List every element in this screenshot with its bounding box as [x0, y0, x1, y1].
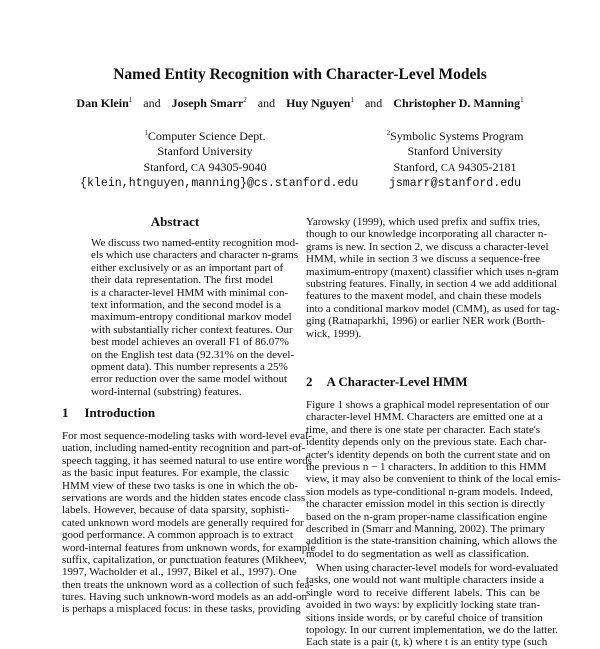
text-line: servations are words and the hidden states encode class [62, 491, 306, 504]
text-line: Figure 1 shows a graphical model representation of our [306, 399, 550, 411]
text-line: Yarowsky (1999), which used prefix and suffix tries, [306, 216, 540, 228]
text-line: addition is the state-transition chaining, which allows the [306, 535, 558, 548]
text-line: word-internal (substring) features. [91, 385, 242, 398]
text-line: tasks, one would not want multiple characters inside a [306, 574, 544, 587]
affiliation-mark: 1 [144, 129, 148, 137]
author-list [0, 96, 600, 111]
text-line: substring features. Finally, in section 4 we add additional [306, 277, 558, 290]
text-line: sitions inside words, or by careful choice of transition [306, 611, 543, 624]
author-name: Dan Klein [76, 96, 129, 110]
email: jsmarr@stanford.edu [388, 176, 522, 190]
and-word: and [257, 96, 276, 110]
text-line: then treats the unknown word as a collection of such fea- [62, 578, 314, 591]
abstract-heading: Abstract [150, 214, 200, 229]
text-line: maximum-entropy conditional markov model [91, 311, 292, 324]
text-line: into a conditional markov model (CMM), as used for tag- [306, 302, 560, 315]
text-line: sion models as type-conditional n-gram models. Indeed, [306, 485, 553, 498]
city: Stanford, [143, 159, 188, 174]
text-line: character-level HMM. Characters are emitted one at a [306, 411, 543, 424]
state: CA [440, 162, 456, 174]
affiliation-1 [80, 126, 359, 191]
text-line: word-internal features from unknown words, for example [62, 541, 316, 554]
text-line: the previous n − 1 characters. In addition to this HMM [306, 460, 547, 473]
affiliation-mark: 1 [350, 96, 354, 104]
text-line: Each state is a pair (t, k) where t is an entity type (such [306, 636, 548, 649]
text-line: is perhaps a misplaced focus: in these tasks, providing [62, 603, 301, 616]
section-title: Introduction [84, 405, 156, 420]
affiliation-mark: 1 [128, 96, 133, 104]
text-line: uation, including named-entity recognition and part-of- [62, 442, 306, 455]
text-line: ging (Ratnaparkhi, 1996) or earlier NER work (Borth- [306, 315, 545, 328]
introduction-continued [306, 216, 560, 340]
text-line: suffix, capitalization, or punctuation features (Mikheev, [62, 553, 307, 566]
text-line: their data representation. The first model [91, 274, 273, 287]
text-line: labels. However, because of data sparsity, sophisti- [62, 504, 289, 517]
and-word: and [364, 96, 383, 110]
text-line: cated unknown word models are generally required for [62, 516, 304, 529]
text-line: view, it may also be convenient to think of the local emis- [306, 473, 561, 486]
section-2-heading [306, 374, 468, 390]
text-line: features to the maxent model, and chain these models [306, 290, 542, 303]
text-line: the character emission model in this section is directly [306, 498, 545, 511]
section-2-body [306, 399, 561, 649]
dept: Computer Science Dept. [147, 129, 266, 143]
text-line: based on the n-gram proper-name classification engine [306, 510, 548, 523]
text-line: error reduction over the same model without [91, 373, 288, 386]
text-line: grams is new. In section 2, we discuss a character-level [306, 240, 549, 253]
text-line: good performance. A common approach is to extract [62, 529, 293, 542]
text-line: single word to receive different labels. This can be [306, 586, 540, 599]
state: CA [190, 162, 206, 174]
and-word: and [143, 96, 161, 110]
affiliation-mark: 2 [243, 96, 247, 104]
zip: 94305-9040 [208, 159, 267, 174]
text-line: model to do segmentation as well as classification. [306, 547, 530, 560]
text-line: For most sequence-modeling tasks with word-level eval- [62, 430, 312, 442]
zip: 94305-2181 [458, 159, 517, 174]
city: Stanford, [393, 159, 438, 174]
text-line: identity depends only on the previous state. Each char- [306, 436, 547, 449]
paper-title: Named Entity Recognition with Character-Level Models [113, 66, 487, 83]
text-line: either exclusively or as an important part of [91, 261, 284, 274]
text-line: as the basic input features. For example, the classic [62, 467, 289, 480]
section-number: 2 [306, 374, 313, 389]
text-line: HMM view of these two tasks is one in which the ob- [62, 479, 299, 492]
text-line: avoided in two ways: by explicitly locking state tran- [306, 599, 541, 612]
section-1-heading [62, 405, 155, 421]
author-name: Joseph Smarr [171, 96, 244, 110]
text-line: HMM, while in section 3 we discuss a sequence-free [306, 253, 540, 266]
text-line: time, and there is one state per character. Each state's [306, 423, 540, 436]
text-line: is a character-level HMM with minimal con- [91, 286, 289, 299]
section-number: 1 [62, 405, 69, 420]
text-line: topology. In our current implementation, we do the latter. [306, 624, 558, 637]
text-line: opment data). This number represents a 25% [91, 360, 288, 373]
text-line: We discuss two named-entity recognition mod- [91, 237, 299, 249]
text-line: maximum-entropy (maxent) classifier which uses n-gram [306, 265, 559, 278]
text-line: tures. Having such unknown-word models as an add-on [62, 591, 308, 604]
text-line: 1997, Wacholder et al., 1997, Bikel et al., 1997). One [62, 566, 297, 579]
introduction-body [62, 430, 316, 616]
university: Stanford University [407, 144, 503, 159]
affiliation-2 [360, 126, 550, 191]
author-name: Huy Nguyen [286, 96, 351, 110]
email: {klein,htnguyen,manning}@cs.stanford.edu [80, 176, 359, 190]
affiliation-mark: 1 [520, 96, 524, 104]
text-line: speech tagging, it has seemed natural to use entire words [62, 454, 312, 467]
text-line: els which use characters and character n-grams [91, 249, 299, 262]
text-line: wick, 1999). [306, 327, 362, 340]
text-line: described in (Smarr and Manning, 2002). The primary [306, 522, 545, 535]
section-title: A Character-Level HMM [326, 374, 468, 389]
author-name: Christopher D. Manning [393, 96, 521, 110]
text-line: though to our knowledge incorporating all character n- [306, 228, 548, 241]
text-line: on the English test data (92.31% on the devel- [91, 348, 295, 361]
dept: Symbolic Systems Program [390, 129, 524, 143]
text-line: text information, and the second model is a [91, 298, 282, 311]
university: Stanford University [157, 144, 253, 159]
text-line: best model achieves an overall F1 of 86.07% [91, 336, 289, 349]
abstract-body [91, 237, 299, 398]
text-line: acter's identity depends on both the current state and on [306, 448, 551, 461]
text-line: with substantially richer context features. Our [91, 323, 293, 336]
text-line: When using character-level models for word-evaluated [316, 562, 558, 575]
affiliation-mark: 2 [386, 129, 391, 137]
